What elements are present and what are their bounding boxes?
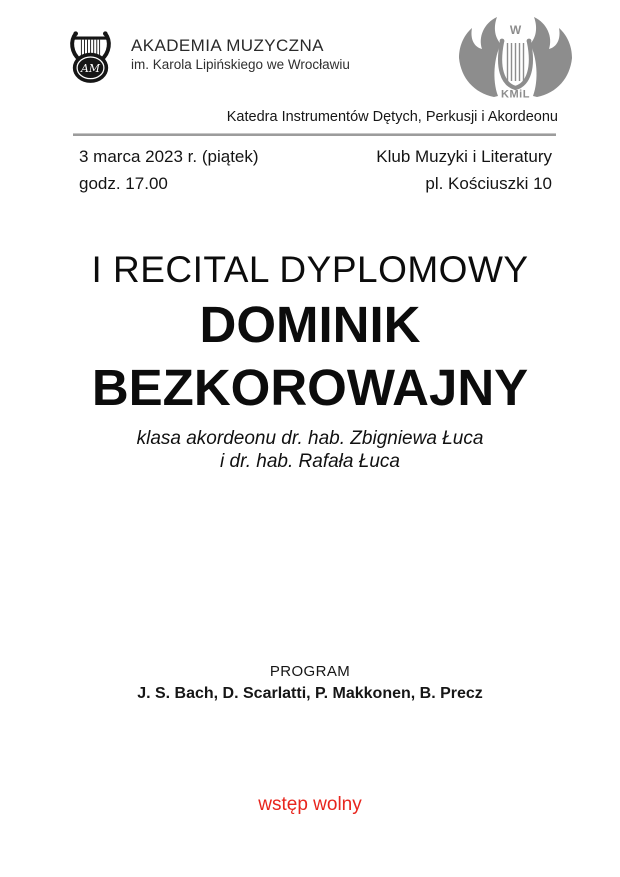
class-info [0, 428, 620, 473]
recital-series-title: I RECITAL DYPLOMOWY [91, 249, 529, 290]
program-heading: PROGRAM [269, 663, 351, 680]
event-time: godz. 17.00 [79, 174, 168, 193]
performer-last-name: BEZKOROWAJNY [91, 359, 529, 416]
event-venue-address [376, 143, 552, 197]
kmil-w-mark: W [509, 23, 522, 37]
academy-name: AKADEMIA MUZYCZNA [131, 36, 324, 55]
event-venue: Klub Muzyki i Literatury [376, 147, 552, 166]
program-section [0, 662, 620, 704]
program-composers: J. S. Bach, D. Scarlatti, P. Makkonen, B. Precz [137, 685, 483, 702]
department-line: Katedra Instrumentów Dętych, Perkusji i Akordeonu [226, 109, 558, 125]
academy-monogram: AM [81, 61, 100, 75]
event-date: 3 marca 2023 r. (piątek) [79, 147, 259, 166]
academy-subtitle: im. Karola Lipińskiego we Wrocławiu [131, 57, 350, 72]
academy-text [131, 28, 350, 73]
recital-title-block [0, 247, 620, 473]
kmil-flame-logo-icon [454, 12, 577, 99]
kmil-label: KMiL [501, 88, 530, 99]
header-divider [73, 133, 556, 136]
academy-brand [62, 28, 350, 86]
admission-note: wstęp wolny [258, 794, 362, 815]
class-line-2: i dr. hab. Rafała Łuca [220, 450, 400, 472]
academy-lyre-logo-icon [62, 28, 119, 86]
performer-first-name: DOMINIK [199, 296, 421, 353]
event-date-time [79, 143, 259, 197]
event-info [79, 143, 552, 197]
class-line-1: klasa akordeonu dr. hab. Zbigniewa Łuca [136, 428, 484, 449]
event-address: pl. Kościuszki 10 [425, 174, 552, 193]
